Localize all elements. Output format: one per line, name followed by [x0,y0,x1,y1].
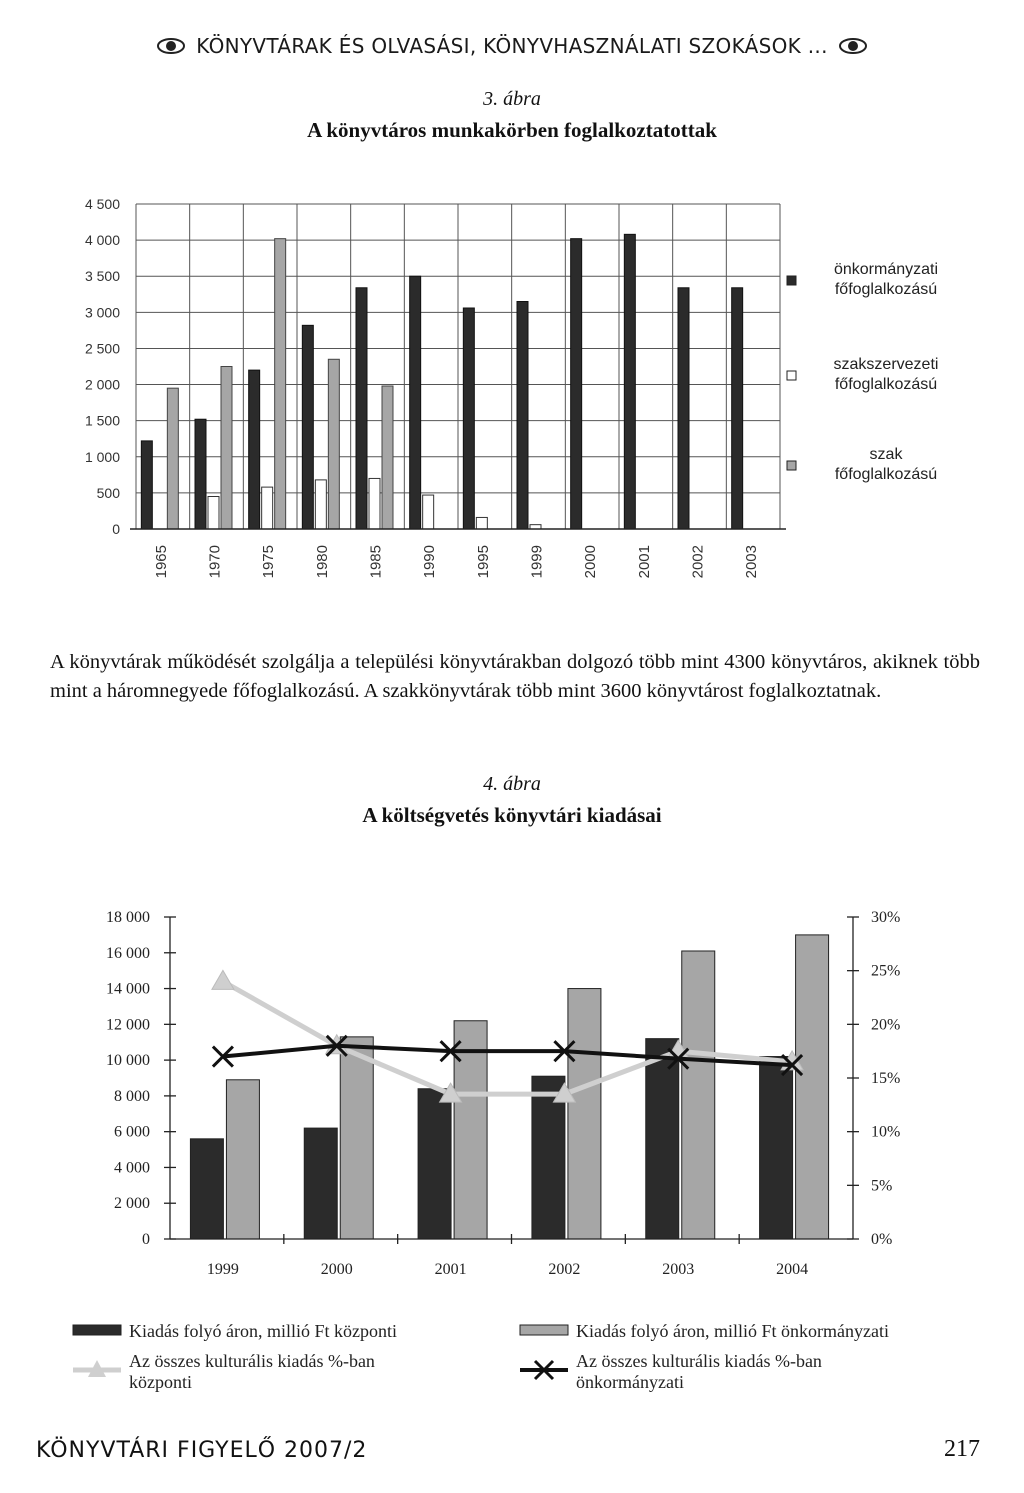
bar [568,989,601,1239]
bar [302,325,313,529]
bar [418,1089,451,1239]
bar [275,239,286,529]
chart1-legend [787,261,938,483]
figure3-title: A könyvtáros munkakörben foglalkoztatottak [307,118,717,142]
bar [249,370,260,529]
bar [423,495,434,529]
x-tick-label: 1985 [367,545,385,579]
header-text: KÖNYVTÁRAK ÉS OLVASÁSI, KÖNYVHASZNÁLATI SZOKÁSOK ... [196,34,828,58]
bar [221,367,232,530]
x-tick-label: 1970 [206,545,224,579]
x-tick-label: 1990 [421,545,439,579]
y-tick-label: 16 000 [106,944,150,962]
bar [454,1021,487,1239]
bar [190,1139,223,1239]
x-tick-label: 1995 [474,545,492,579]
bar [340,1037,373,1239]
bar [328,359,339,529]
page-number: 217 [944,1436,980,1462]
x-tick-label: 1975 [260,545,278,579]
bar [304,1128,337,1239]
eye-ornament-icon [838,36,868,60]
y-tick-label: 18 000 [106,909,150,926]
body-paragraph: A könyvtárak működését szolgálja a települési könyvtárakban dolgozó több mint 4300 könyvtáros, akiknek több mint a háromnegyede főfoglalkozású. A szakkönyvtárak több mint 3600 könyvtárost foglalkoztatnak. [50,651,980,702]
y-tick-label: 10 000 [106,1052,150,1070]
triangle-marker [212,970,234,989]
x-tick-label: 2002 [689,545,707,579]
x-tick-label: 2000 [320,1261,353,1278]
figure4-title: A költségvetés könyvtári kiadásai [362,803,662,827]
legend-label: önkormányzati főfoglalkozású [833,261,939,298]
y-tick-label: 2 000 [84,376,120,393]
bar [382,386,393,529]
bar [208,497,219,530]
y2-tick-label: 25% [871,962,901,980]
x-tick-label: 2003 [743,545,761,579]
legend-swatch [73,1325,121,1335]
y2-tick-label: 30% [871,909,901,926]
employment-bar-chart [0,180,1024,620]
bar [262,487,273,529]
legend-label: szakszervezeti főfoglalkozású [833,356,939,393]
legend-swatch [787,276,796,285]
y-tick-label: 500 [96,484,120,501]
x-tick-label: 2001 [434,1261,467,1278]
y-tick-label: 4 500 [84,196,120,212]
bar [646,1039,679,1239]
y2-tick-label: 0% [871,1231,893,1248]
bar [167,388,178,529]
legend-swatch [787,461,796,470]
x-tick-label: 2000 [582,545,600,579]
y2-tick-label: 10% [871,1123,901,1141]
bar [410,276,421,529]
legend-label: Az összes kulturális kiadás %-ban központi [129,1351,375,1392]
y-tick-label: 8 000 [114,1087,150,1105]
bar [732,288,743,529]
bar [624,234,635,529]
bar [226,1080,259,1239]
y-tick-label: 6 000 [114,1123,150,1141]
bar [796,935,829,1239]
y-tick-label: 14 000 [106,980,150,998]
running-header [0,34,1024,60]
y-tick-label: 0 [112,521,120,537]
y-tick-label: 3 500 [84,268,120,285]
bar [356,288,367,529]
bar [682,951,715,1239]
figure3-number: 3. ábra [483,88,541,110]
y2-tick-label: 20% [871,1016,901,1034]
x-tick-label: 1999 [528,545,546,579]
bar [463,308,474,529]
legend-swatch [787,371,796,380]
bar [760,1057,793,1239]
y-tick-label: 12 000 [106,1016,150,1034]
x-tick-label: 1965 [152,545,170,579]
y-tick-label: 3 000 [84,304,120,321]
x-tick-label: 2002 [548,1261,581,1278]
y-tick-label: 4 000 [84,232,120,249]
bar [517,302,528,530]
y-tick-label: 1 500 [84,412,120,429]
figure4-number: 4. ábra [483,773,541,795]
bar [315,480,326,529]
x-tick-label: 2004 [776,1261,809,1278]
legend-label: Kiadás folyó áron, millió Ft központi [129,1321,397,1341]
chart1-bars [141,234,742,529]
y-tick-label: 2 500 [84,340,120,357]
bar [141,441,152,529]
bar [678,288,689,529]
y2-tick-label: 15% [871,1070,901,1087]
legend-label: Kiadás folyó áron, millió Ft önkormányzati [576,1321,889,1341]
legend-label: szak főfoglalkozású [834,446,938,483]
journal-name: KÖNYVTÁRI FIGYELŐ 2007/2 [36,1438,368,1463]
x-tick-label: 1999 [206,1261,239,1278]
y-tick-label: 4 000 [114,1159,150,1177]
chart2-bars [190,935,828,1239]
budget-combo-chart [0,890,1024,1410]
y-tick-label: 2 000 [114,1195,150,1213]
bar [195,419,206,529]
legend-swatch [520,1325,568,1335]
eye-ornament-icon [156,36,186,60]
bar [571,239,582,529]
chart2-legend [73,1321,889,1392]
x-tick-label: 1980 [313,545,331,579]
legend-label: Az összes kulturális kiadás %-ban önkormányzati [576,1351,822,1392]
x-tick-label: 2003 [662,1261,695,1278]
bar [476,517,487,529]
y-tick-label: 1 000 [84,448,120,465]
y2-tick-label: 5% [871,1177,893,1195]
x-tick-label: 2001 [635,545,653,579]
bar [369,478,380,529]
y-tick-label: 0 [142,1231,150,1248]
